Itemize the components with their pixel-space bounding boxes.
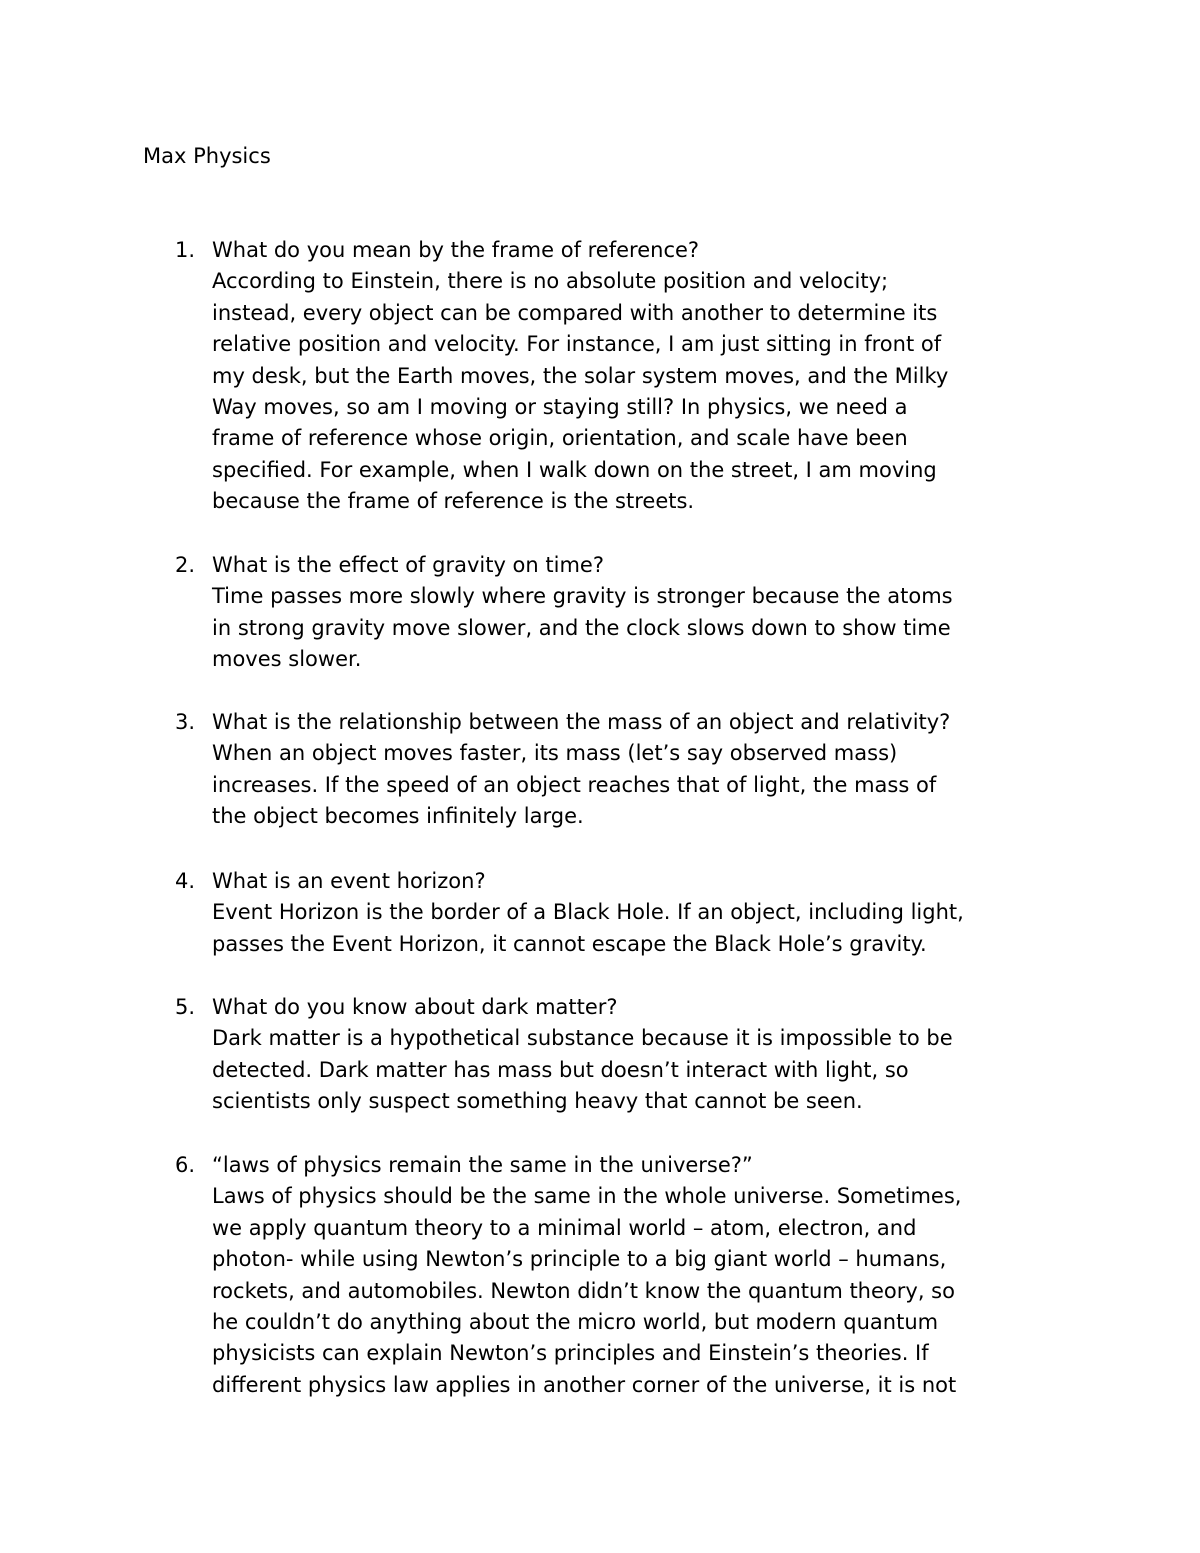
answer-line: my desk, but the Earth moves, the solar system moves, and the Milky (212, 363, 949, 388)
question-text: What is the relationship between the mass of an object and relativity? (212, 710, 951, 734)
item-body (212, 866, 1072, 960)
item-number: 6. (175, 1153, 196, 1177)
item-body (212, 1150, 1072, 1401)
item-number: 5. (175, 995, 196, 1019)
item-number: 4. (175, 869, 196, 893)
answer-line: in strong gravity move slower, and the clock slows down to show time (212, 615, 951, 640)
answer-line: According to Einstein, there is no absolute position and velocity; (212, 269, 889, 294)
question-text: What do you know about dark matter? (212, 995, 618, 1019)
document-title: Max Physics (143, 144, 271, 168)
question-text: What is an event horizon? (212, 869, 486, 893)
answer-line: moves slower. (212, 647, 362, 672)
answer-line: When an object moves faster, its mass (let’s say observed mass) (212, 741, 898, 766)
answer-line: different physics law applies in another corner of the universe, it is not (212, 1372, 957, 1397)
answer-line: Laws of physics should be the same in the whole universe. Sometimes, (212, 1184, 962, 1209)
item-number: 3. (175, 710, 196, 734)
answer-line: instead, every object can be compared with another to determine its (212, 300, 938, 325)
answer-line: rockets, and automobiles. Newton didn’t know the quantum theory, so (212, 1278, 955, 1303)
item-number: 1. (175, 238, 196, 262)
answer-line: physicists can explain Newton’s principles and Einstein’s theories. If (212, 1341, 929, 1366)
answer-line: scientists only suspect something heavy that cannot be seen. (212, 1089, 863, 1114)
question-text: “laws of physics remain the same in the universe?” (212, 1153, 753, 1177)
answer-line: he couldn’t do anything about the micro world, but modern quantum (212, 1310, 939, 1335)
question-text: What do you mean by the frame of reference? (212, 238, 700, 262)
item-number: 2. (175, 553, 196, 577)
question-text: What is the effect of gravity on time? (212, 553, 604, 577)
answer-line: passes the Event Horizon, it cannot escape the Black Hole’s gravity. (212, 931, 927, 956)
answer-line: relative position and velocity. For instance, I am just sitting in front of (212, 332, 942, 357)
item-body (212, 992, 1072, 1118)
answer-line: detected. Dark matter has mass but doesn’t interact with light, so (212, 1057, 909, 1082)
answer-line: specified. For example, when I walk down on the street, I am moving (212, 457, 937, 482)
answer-line: frame of reference whose origin, orientation, and scale have been (212, 426, 908, 451)
item-body (212, 707, 1072, 833)
answer-line: Dark matter is a hypothetical substance because it is impossible to be (212, 1026, 953, 1051)
answer-line: increases. If the speed of an object reaches that of light, the mass of (212, 772, 937, 797)
item-body (212, 550, 1072, 676)
item-body (212, 235, 1072, 518)
answer-line: Time passes more slowly where gravity is stronger because the atoms (212, 584, 953, 609)
answer-line: photon- while using Newton’s principle to a big giant world – humans, (212, 1247, 947, 1272)
answer-line: Way moves, so am I moving or staying still? In physics, we need a (212, 395, 908, 420)
answer-line: because the frame of reference is the streets. (212, 489, 695, 514)
answer-line: Event Horizon is the border of a Black Hole. If an object, including light, (212, 900, 964, 925)
answer-line: we apply quantum theory to a minimal world – atom, electron, and (212, 1215, 917, 1240)
answer-line: the object becomes infinitely large. (212, 804, 584, 829)
